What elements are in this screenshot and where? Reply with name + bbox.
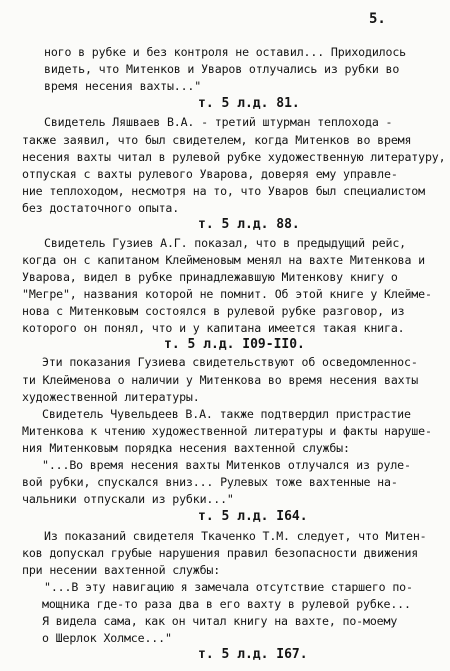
case-reference: т. 5 л.д. 81. [198,96,300,111]
text-line: мощника где-то раза два в его вахту в рулевой рубке... [42,597,411,611]
text-line: Свидетель Гузиев А.Г. показал, что в предыдущий рейс, [44,236,406,250]
text-line: также заявил, что был свидетелем, когда Митенков во время [22,133,412,147]
text-line: художественной литературы. [22,390,200,404]
text-line: чальники отпускали из рубки..." [22,492,234,506]
text-line: когда он с капитаном Клейменовым менял на вахте Митенкова и [22,253,425,267]
text-line: время несения вахты..." [44,79,202,93]
text-line: вой рубки, спускался вниз... Рулевых тоже вахтенные на- [22,475,398,489]
case-reference: т. 5 л.д. I09-II0. [164,337,305,352]
text-line: Эти показания Гузиева свидетельствуют об осведомленнос- [42,355,418,369]
text-line: "Мегре", названия которой не помнит. Об этой книге у Клейме- [22,287,432,301]
text-line: о Шерлок Холмсе..." [42,631,172,645]
case-reference: т. 5 л.д. I67. [198,647,308,662]
text-line: которого он понял, что и у капитана имеется такая книга. [22,321,405,335]
text-line: "...В эту навигацию я замечала отсутствие старшего по- [44,580,413,594]
text-line: ния Митенковым порядка несения вахтенной службы: [22,441,350,455]
page-number: 5. [369,11,386,27]
text-line: Свидетель Ляшваев В.А. - третий штурман теплохода - [44,115,393,129]
text-line: ти Клейменова о наличии у Митенкова во время несения вахты [22,373,419,387]
text-line: при несении вахтенной службы: [22,563,221,577]
text-line: Митенкова к чтению художественной литературы и факты наруше- [22,424,432,438]
text-line: нова с Митенковым состоялся в рулевой рубке разговор, из [22,304,405,318]
text-line: несения вахты читал в рулевой рубке художественную литературу, [22,150,446,164]
text-line: ков допускал грубые нарушения правил безопасности движения [22,546,419,560]
case-reference: т. 5 л.д. I64. [198,509,308,524]
text-line: Из показаний свидетеля Ткаченко Т.М. следует, что Митен- [44,529,427,543]
text-line: ние теплоходом, несмотря на то, что Уваров был специалистом [22,184,425,198]
text-line: ного в рубке и без контроля не оставил... Приходилось [44,45,406,59]
text-line: Уварова, видел в рубке принадлежавшую Митенкову книгу о [22,270,398,284]
text-line: отпуская с вахты рулевого Уварова, доверяя ему управле- [22,167,398,181]
text-line: видеть, что Митенков и Уваров отлучались из рубки во [44,62,400,76]
text-line: без достаточного опыта. [22,201,180,215]
text-line: "...Во время несения вахты Митенков отлучался из руле- [42,458,411,472]
text-line: Я видела сама, как он читал книгу на вахте, по-моему [42,614,398,628]
case-reference: т. 5 л.д. 88. [198,217,300,232]
text-line: Свидетель Чувельдеев В.А. также подтвердил пристрастие [42,407,411,421]
